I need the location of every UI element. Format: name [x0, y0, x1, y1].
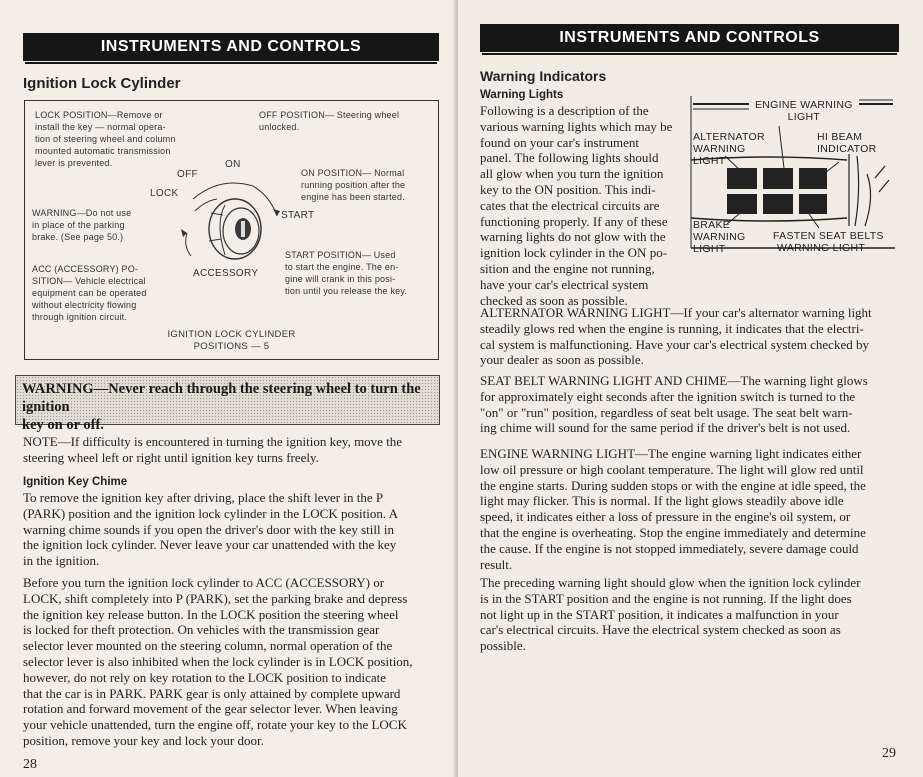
accessory-position-caption	[32, 263, 192, 323]
note-paragraph	[23, 434, 443, 466]
off-position-caption	[259, 109, 434, 133]
text-line: LOCK, shift completely into P (PARK), set the parking brake and depress	[23, 590, 408, 606]
text-line: however, do not rely on key rotation to the LOCK position to indicate	[23, 669, 387, 685]
before-turning-paragraph	[23, 575, 443, 749]
caption-line: engine has been started.	[301, 192, 405, 202]
caption-line: POSITIONS — 5	[193, 341, 270, 352]
text-line: found on your car's instrument	[480, 134, 640, 150]
ignition-cylinder-drawing	[165, 171, 285, 271]
text-line: is in the START position and the engine is not running. If the light does	[480, 590, 852, 606]
warning-callout-box	[15, 375, 440, 433]
seat-belt-label	[773, 230, 884, 254]
text-line: cates that the electrical circuits are	[480, 197, 660, 213]
key-chime-heading: Ignition Key Chime	[23, 476, 128, 488]
caption-line: LOCK POSITION—Remove or	[35, 110, 163, 120]
text-line: the ignition key release button. In the LOCK position the steering wheel	[23, 606, 399, 622]
text-line: rotation and forward movement of the gear selector lever. When leaving	[23, 701, 398, 717]
text-line: car's electrical circuits. Have the electrical system checked as soon as	[480, 622, 841, 638]
warning-line: WARNING—Never reach through the steering wheel to turn the ignition	[22, 381, 421, 415]
caption-line: install the key — normal opera-	[35, 122, 166, 132]
text-line: ing chime will sound for the same period if the driver's belt is not used.	[480, 420, 851, 436]
on-position-caption	[301, 167, 436, 203]
alternator-paragraph	[480, 305, 918, 368]
section-title-ignition-lock: Ignition Lock Cylinder	[23, 75, 181, 92]
text-line: possible.	[480, 638, 526, 654]
text-line: functioning properly. If any of these	[480, 213, 668, 229]
caption-line: lever is prevented.	[35, 158, 113, 168]
warning-lights-figure	[689, 96, 895, 258]
label-line: ALTERNATOR	[693, 131, 765, 143]
page-number-left: 28	[23, 757, 37, 772]
text-line: position, remove your key and lock your door.	[23, 732, 264, 748]
section-title-warning-indicators: Warning Indicators	[480, 68, 607, 84]
label-line: BRAKE	[693, 219, 731, 231]
warning-line: key on or off.	[22, 417, 104, 433]
text-line: cal system is malfunctioning. Have your car's electrical system checked by	[480, 336, 869, 352]
brake-warning-label	[693, 219, 745, 255]
text-line: result.	[480, 556, 513, 572]
text-line: that the engine is overheating. Stop the engine immediately and determine	[480, 524, 866, 540]
caption-line: ACC (ACCESSORY) PO-	[32, 264, 139, 274]
caption-line: SITION— Vehicle electrical	[32, 276, 146, 286]
text-line: low oil pressure or high coolant temperature. The light will glow red until	[480, 461, 864, 477]
caption-line: gine will crank in this posi-	[285, 274, 396, 284]
caption-line: unlocked.	[259, 122, 300, 132]
caption-line: ON POSITION— Normal	[301, 168, 405, 178]
right-header-title: INSTRUMENTS AND CONTROLS	[559, 29, 820, 46]
text-line: steadily glows red when the engine is running, it indicates that the electri-	[480, 320, 864, 336]
text-line: selector lever is also inhibited when the lock cylinder is in LOCK position,	[23, 653, 413, 669]
caption-line: tion until you release the key.	[285, 286, 408, 296]
text-line: your dealer as soon as possible.	[480, 352, 644, 368]
text-line: the engine starts. During sudden stops or with the engine at idle speed, the	[480, 477, 866, 493]
dial-label-off: OFF	[177, 169, 198, 180]
left-header-banner	[23, 33, 439, 61]
warning-callout-text	[22, 380, 433, 434]
text-line: light may flicker. This is normal. If the light glows steadily above idle	[480, 493, 844, 509]
text-line: ignition lock cylinder in the ON po-	[480, 245, 668, 261]
text-line: warning lights do not glow with the	[480, 229, 666, 245]
left-page	[0, 0, 458, 777]
text-line: Following is a description of the	[480, 103, 649, 118]
dial-label-accessory: ACCESSORY	[193, 268, 259, 279]
caption-line: equipment can be operated	[32, 288, 147, 298]
dial-label-start: START	[281, 210, 315, 221]
label-line: WARNING	[693, 143, 746, 155]
label-line: INDICATOR	[817, 143, 877, 155]
label-line: ENGINE WARNING	[755, 99, 853, 111]
text-line: have your car's electrical system	[480, 276, 649, 292]
alternator-warning-label	[693, 131, 765, 167]
lock-position-caption	[35, 109, 210, 169]
text-line: ALTERNATOR WARNING LIGHT—If your car's alternator warning light	[480, 305, 872, 320]
caption-line: IGNITION LOCK CYLINDER	[167, 329, 296, 340]
text-line: key to the ON position. This indi-	[480, 181, 656, 197]
start-position-caption	[285, 249, 435, 297]
warning-lights-intro	[480, 103, 690, 308]
caption-line: to start the engine. The en-	[285, 262, 399, 272]
label-line: LIGHT	[693, 155, 726, 167]
text-line: panel. The following lights should	[480, 150, 659, 166]
text-line: To remove the ignition key after driving, place the shift lever in the P	[23, 490, 384, 505]
text-line: the ignition lock cylinder. Never leave your car unattended with the key	[23, 537, 397, 553]
caption-line: brake. (See page 50.)	[32, 232, 124, 242]
right-header-banner	[480, 24, 899, 52]
dial-label-lock: LOCK	[150, 188, 179, 199]
hi-beam-label	[817, 131, 876, 155]
text-line: steering wheel left or right until ignition key turns freely.	[23, 449, 319, 465]
text-line: speed, it indicates either a loss of pressure in the engine's oil system, or	[480, 509, 851, 525]
label-line: LIGHT	[787, 111, 821, 123]
text-line: for approximately eight seconds after the ignition switch is turned to the	[480, 388, 856, 404]
key-chime-paragraph	[23, 490, 443, 569]
caption-line: tion of steering wheel and column	[35, 134, 176, 144]
text-line: selector lever mounted on the steering column, normal operation of the	[23, 638, 393, 654]
label-line: WARNING	[693, 231, 746, 243]
label-line: FASTEN SEAT BELTS	[773, 230, 884, 242]
text-line: "on" or "run" position, regardless of seat belt usage. The seat belt warn-	[480, 404, 853, 420]
text-line: warning chime sounds if you open the driver's door with the key still in	[23, 521, 394, 537]
text-line: not light up in the START position, it indicates a malfunction in your	[480, 606, 839, 622]
text-line: the cause. If the engine is not stopped immediately, severe damage could	[480, 540, 859, 556]
text-line: checked as soon as possible.	[480, 292, 628, 308]
engine-warning-label	[755, 99, 853, 123]
text-line: is locked for theft protection. On vehicles with the transmission gear	[23, 622, 380, 638]
text-line: NOTE—If difficulty is encountered in turning the ignition key, move the	[23, 434, 403, 449]
warning-lights-heading: Warning Lights	[480, 89, 564, 101]
seatbelt-paragraph	[480, 373, 918, 436]
dial-label-on: ON	[225, 159, 241, 170]
caption-line: OFF POSITION— Steering wheel	[259, 110, 400, 120]
text-line: your vehicle unattended, turn the engine off, rotate your key to the LOCK	[23, 717, 407, 733]
text-line: SEAT BELT WARNING LIGHT AND CHIME—The warning light glows	[480, 373, 868, 388]
text-line: that the car is in PARK. PARK gear is only attained by complete upward	[23, 685, 401, 701]
caption-line: mounted automatic transmission	[35, 146, 171, 156]
text-line: in the ignition.	[23, 553, 100, 569]
figure-caption	[25, 329, 438, 353]
page-number-right: 29	[882, 746, 896, 761]
label-line: LIGHT	[693, 243, 726, 255]
preceding-paragraph	[480, 575, 918, 654]
text-line: all glow when you turn the ignition	[480, 166, 664, 182]
text-line: various warning lights which may be	[480, 118, 673, 134]
caption-line: without electricity flowing	[32, 300, 137, 310]
left-header-title: INSTRUMENTS AND CONTROLS	[100, 38, 362, 55]
engine-paragraph	[480, 446, 918, 572]
caption-line: in place of the parking	[32, 220, 125, 230]
parking-warning-caption	[32, 207, 172, 243]
text-line: The preceding warning light should glow when the ignition lock cylinder	[480, 575, 861, 590]
caption-line: through ignition circuit.	[32, 312, 128, 322]
text-line: Before you turn the ignition lock cylinder to ACC (ACCESSORY) or	[23, 575, 385, 590]
label-line: HI BEAM	[817, 131, 863, 143]
text-line: sition and the engine not running,	[480, 260, 655, 276]
text-line: (PARK) position and the ignition lock cylinder in the LOCK position. A	[23, 505, 399, 521]
caption-line: START POSITION— Used	[285, 250, 396, 260]
caption-line: WARNING—Do not use	[32, 208, 132, 218]
ignition-lock-figure	[24, 100, 439, 360]
label-line: WARNING LIGHT	[777, 242, 866, 254]
caption-line: running position after the	[301, 180, 406, 190]
text-line: ENGINE WARNING LIGHT—The engine warning light indicates either	[480, 446, 862, 461]
